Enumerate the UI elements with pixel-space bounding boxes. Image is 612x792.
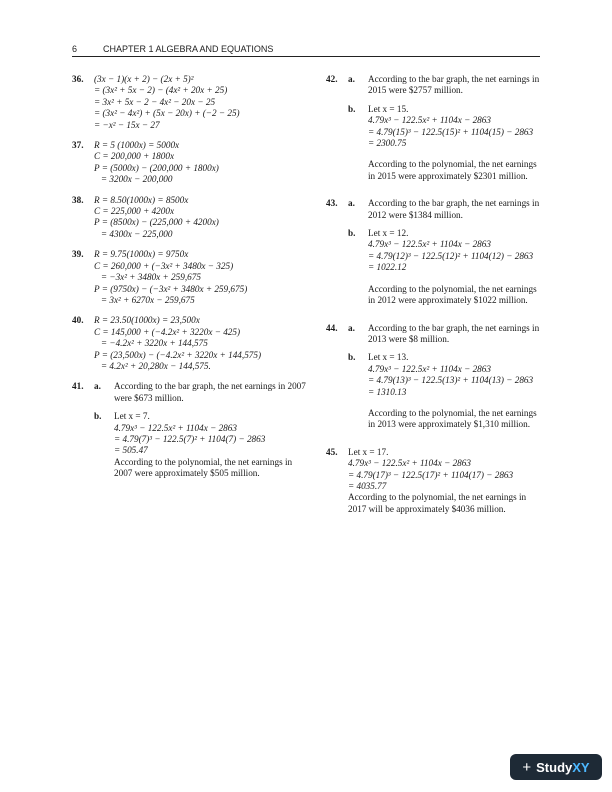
chapter-title: CHAPTER 1 ALGEBRA AND EQUATIONS	[103, 44, 274, 54]
part-label-a: a.	[348, 322, 355, 333]
math-line: = 3x² + 6270x − 259,675	[94, 294, 195, 305]
problem-number: 40.	[72, 315, 84, 326]
part-label-b: b.	[348, 352, 356, 363]
problem-block	[326, 198, 540, 313]
math-line: R = 9.75(1000x) = 9750x	[94, 249, 189, 260]
math-line: Let x = 13.	[368, 352, 409, 363]
math-line: R = 5 (1000x) = 5000x	[94, 140, 180, 151]
problem-number: 39.	[72, 249, 84, 260]
math-line: 4.79x³ − 122.5x² + 1104x − 2863	[368, 239, 491, 250]
studyxy-logo	[510, 754, 602, 780]
math-line: = −x² − 15x − 27	[94, 119, 160, 130]
problem-number: 37.	[72, 140, 84, 151]
problem-block	[72, 74, 312, 131]
math-line: = 4300x − 225,000	[94, 228, 173, 239]
problem-number: 36.	[72, 74, 84, 84]
math-line: = 1022.12	[368, 262, 407, 273]
math-line: (3x − 1)(x + 2) − (2x + 5)²	[94, 74, 194, 84]
math-line: C = 225,000 + 4200x	[94, 206, 175, 217]
problem-block	[326, 323, 540, 438]
math-line: = 4.79(17)³ − 122.5(17)² + 1104(17) − 2863	[348, 469, 514, 480]
problem-45	[326, 447, 540, 515]
math-line: = (3x² + 5x − 2) − (4x² + 20x + 25)	[94, 85, 228, 96]
part-a-text: According to the bar graph, the net earnings in 2012 were $1384 million.	[368, 198, 540, 220]
math-line: 4.79x³ − 122.5x² + 1104x − 2863	[348, 458, 471, 469]
math-line: Let x = 15.	[368, 103, 409, 114]
part-a-text: According to the bar graph, the net earnings in 2007 were $673 million.	[114, 381, 306, 403]
problem-number: 42.	[326, 74, 338, 84]
problem-number: 43.	[326, 198, 338, 209]
part-label-b: b.	[348, 103, 356, 114]
right-column	[326, 74, 540, 524]
math-line: = 4035.77	[348, 480, 387, 491]
math-line: = 4.79(15)³ − 122.5(15)² + 1104(15) − 2863	[368, 126, 534, 137]
problem-number: 38.	[72, 194, 84, 205]
part-a-text: According to the bar graph, the net earnings in 2015 were $2757 million.	[368, 74, 540, 96]
math-line: 4.79x³ − 122.5x² + 1104x − 2863	[368, 363, 491, 374]
math-line: = (3x² − 4x²) + (5x − 20x) + (−2 − 25)	[94, 108, 240, 119]
part-a-text: According to the bar graph, the net earnings in 2013 were $8 million.	[368, 322, 540, 344]
problem-block	[72, 195, 312, 241]
part-label-a: a.	[348, 198, 355, 209]
problem-block	[72, 249, 312, 306]
problem-number: 44.	[326, 322, 338, 333]
math-line: C = 200,000 + 1800x	[94, 151, 175, 162]
math-line: = 4.79(13)³ − 122.5(13)² + 1104(13) − 2863	[368, 375, 534, 386]
math-line: = 4.79(12)³ − 122.5(12)² + 1104(12) − 2863	[368, 250, 534, 261]
math-line: Let x = 7.	[114, 411, 150, 422]
math-line: Let x = 12.	[368, 228, 409, 239]
math-line: C = 260,000 + (−3x² + 3480x − 325)	[94, 260, 234, 271]
logo-text: Study	[536, 759, 573, 775]
math-line: P = (9750x) − (−3x² + 3480x + 259,675)	[94, 283, 248, 294]
math-line: 4.79x³ − 122.5x² + 1104x − 2863	[368, 115, 491, 126]
plus-icon: +	[522, 758, 532, 776]
page-number: 6	[72, 44, 78, 54]
part-label-a: a.	[348, 74, 355, 84]
left-column	[72, 74, 312, 496]
math-line: = 4.2x² + 20,280x − 144,575.	[94, 360, 211, 371]
part-label-b: b.	[94, 411, 102, 422]
problem-block	[326, 74, 540, 189]
problem-41	[72, 381, 312, 486]
problem-number: 41.	[72, 381, 84, 392]
math-line: = −3x² + 3480x + 259,675	[94, 272, 201, 283]
math-line: R = 23.50(1000x) = 23,500x	[94, 315, 200, 326]
math-line: = 4.79(7)³ − 122.5(7)² + 1104(7) − 2863	[114, 433, 266, 444]
math-line: Let x = 17.	[348, 446, 389, 457]
part-label-b: b.	[348, 228, 356, 239]
problem-block	[72, 315, 312, 372]
math-line: = 1310.13	[368, 386, 407, 397]
math-line: P = (5000x) − (200,000 + 1800x)	[94, 162, 219, 173]
logo-accent: XY	[572, 759, 590, 775]
part-b-text: According to the polynomial, the net earnings in 2007 were approximately $505 million.	[114, 456, 293, 479]
math-line: = 2300.75	[368, 138, 407, 149]
math-line: P = (8500x) − (225,000 + 4200x)	[94, 217, 219, 228]
math-line: R = 8.50(1000x) = 8500x	[94, 194, 189, 205]
math-line: = −4.2x² + 3220x + 144,575	[94, 338, 208, 349]
part-label-a: a.	[94, 381, 101, 392]
problem-45-text: According to the polynomial, the net earnings in 2017 will be approximately $4036 million.	[348, 492, 527, 514]
part-b-text: According to the polynomial, the net earnings in 2013 were approximately $1,310 million.	[368, 407, 537, 430]
problem-block	[72, 140, 312, 186]
math-line: P = (23,500x) − (−4.2x² + 3220x + 144,575)	[94, 349, 262, 360]
page-header	[72, 44, 540, 57]
part-b-text: According to the polynomial, the net earnings in 2015 were approximately $2301 million.	[368, 159, 537, 181]
math-line: = 3200x − 200,000	[94, 174, 173, 185]
part-b-text: According to the polynomial, the net earnings in 2012 were approximately $1022 million.	[368, 283, 537, 306]
problem-number: 45.	[326, 446, 338, 457]
math-line: = 505.47	[114, 445, 148, 456]
math-line: C = 145,000 + (−4.2x² + 3220x − 425)	[94, 326, 241, 337]
math-line: 4.79x³ − 122.5x² + 1104x − 2863	[114, 422, 237, 433]
math-line: = 3x² + 5x − 2 − 4x² − 20x − 25	[94, 96, 216, 107]
